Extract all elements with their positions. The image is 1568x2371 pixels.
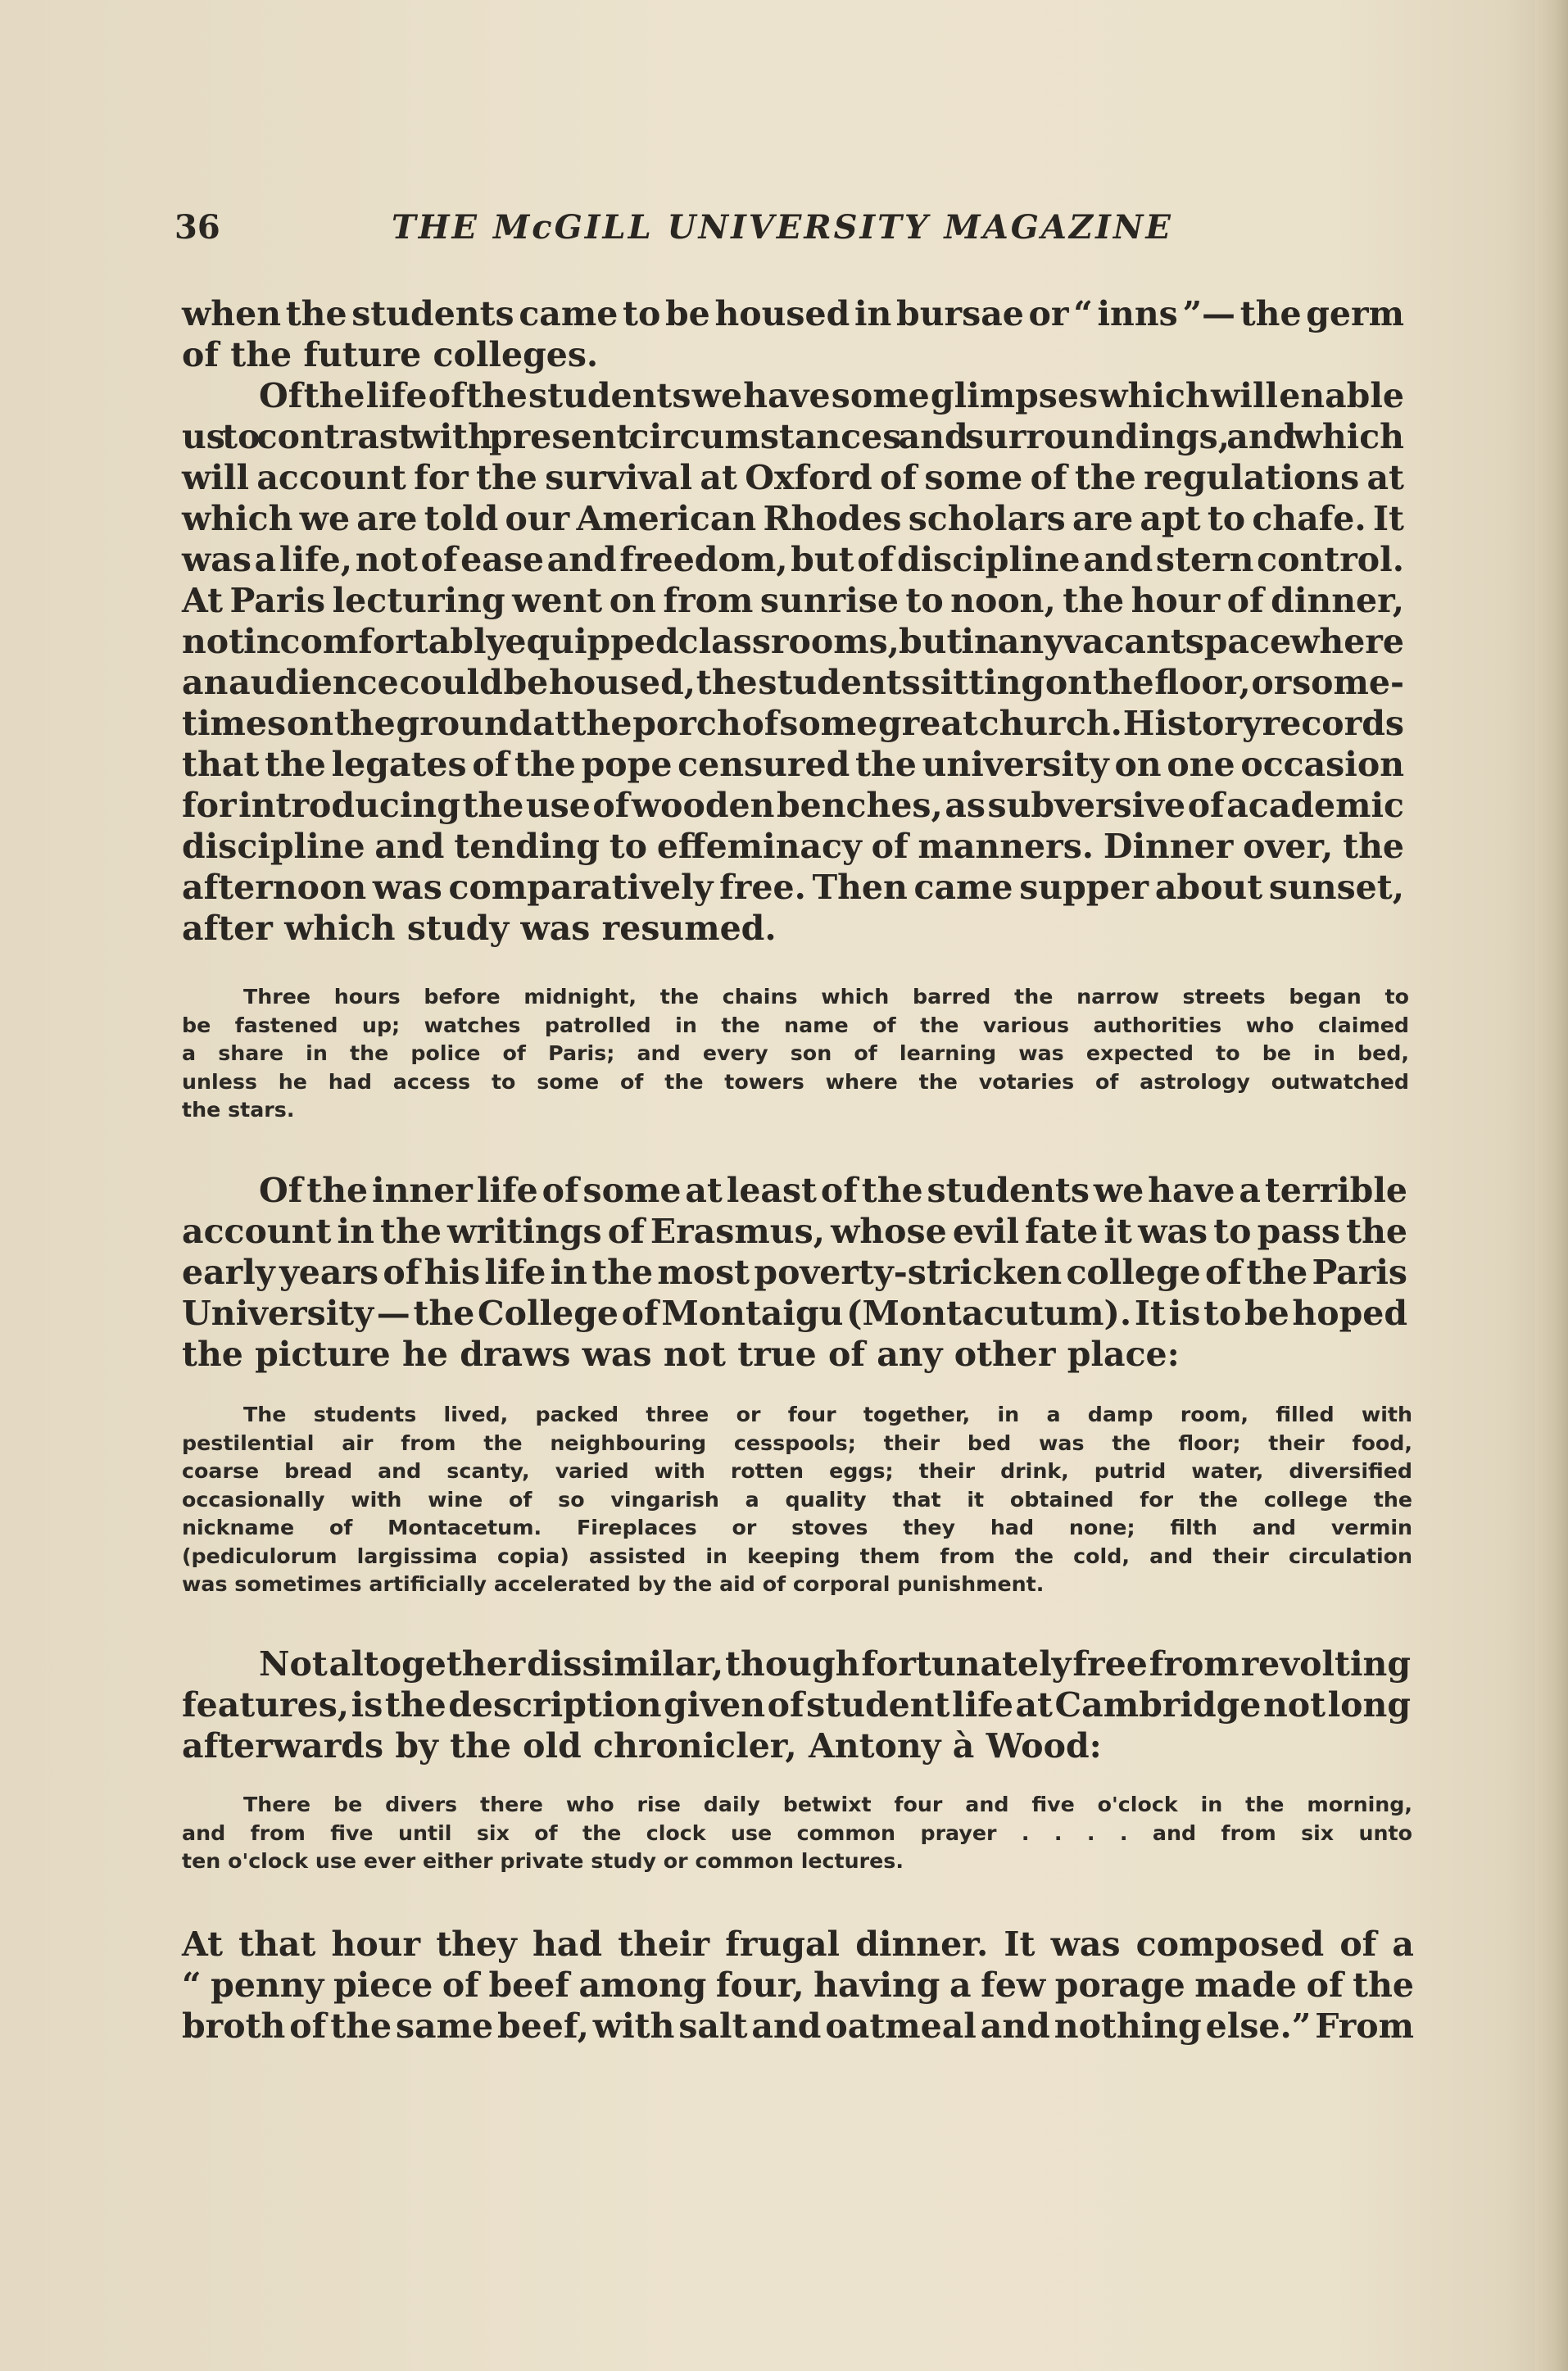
text-line: Not altogether dissimilar, though fortunately free from revolting	[259, 1644, 1411, 1684]
text-line: of the future colleges.	[182, 335, 599, 374]
text-line: after which study was resumed.	[182, 909, 777, 948]
quote-line: nickname of Montacetum. Fireplaces or stoves they had none; filth and vermin	[182, 1516, 1412, 1539]
quote-line: occasionally with wine of so vingarish a quality that it obtained for the college the	[182, 1487, 1412, 1512]
paragraph-3	[182, 1170, 1407, 1375]
text-line: early years of his life in the most poverty-stricken college of the Paris	[182, 1253, 1407, 1292]
quote-line: (pediculorum largissima copia) assisted in keeping them from the cold, and their circulation	[182, 1544, 1412, 1568]
quote-line: pestilential air from the neighbouring cesspools; their bed was the floor; their food,	[182, 1430, 1412, 1455]
text-line: afterwards by the old chronicler, Antony à Wood:	[182, 1726, 1102, 1766]
text-line: times on the ground at the porch of some great church. History records	[182, 704, 1404, 743]
text-line: discipline and tending to effeminacy of manners. Dinner over, the	[182, 827, 1404, 866]
quote-line: The students lived, packed three or four together, in a damp room, filled with	[243, 1403, 1412, 1426]
page-binding-shadow	[1535, 0, 1568, 2371]
quote-line: Three hours before midnight, the chains which barred the narrow streets began to	[243, 985, 1409, 1009]
running-head: THE McGILL UNIVERSITY MAGAZINE	[392, 208, 1173, 247]
paragraph-2	[182, 375, 1404, 949]
text-line: features, is the description given of student life at Cambridge not long	[182, 1685, 1411, 1725]
text-line: will account for the survival at Oxford of some of the regulations at	[182, 458, 1404, 497]
text-line: that the legates of the pope censured the university on one occasion	[182, 745, 1404, 784]
block-quote-1	[182, 983, 1409, 1125]
text-line: Of the inner life of some at least of the students we have a terrible	[259, 1171, 1407, 1210]
text-line: which we are told our American Rhodes scholars are apt to chafe. It	[182, 499, 1404, 538]
quote-line: coarse bread and scanty, varied with rotten eggs; their drink, putrid water, diversified	[182, 1459, 1412, 1483]
block-quote-3	[182, 1791, 1412, 1876]
quote-line: be fastened up; watches patrolled in the name of the various authorities who claimed	[182, 1013, 1409, 1037]
text-line: University — the College of Montaigu (Montacutum). It is to be hoped	[182, 1294, 1407, 1333]
text-line: account in the writings of Erasmus, whose evil fate it was to pass the	[182, 1212, 1407, 1251]
text-line: when the students came to be housed in bursae or “ inns ”— the germ	[182, 294, 1404, 333]
text-line: was a life, not of ease and freedom, but of discipline and stern control.	[182, 540, 1404, 579]
text-line: “ penny piece of beef among four, having a few porage made of the	[182, 1965, 1414, 2005]
text-line: for introducing the use of wooden benches, as subversive of academic	[182, 786, 1405, 825]
text-line: At Paris lecturing went on from sunrise to noon, the hour of dinner,	[182, 581, 1404, 620]
quote-line: and from five until six of the clock use common prayer . . . . and from six unto	[182, 1820, 1412, 1845]
text-line: afternoon was comparatively free. Then came supper about sunset,	[182, 868, 1404, 907]
paragraph-1	[182, 293, 1404, 375]
text-line: Of the life of the students we have some glimpses which will enable	[259, 376, 1404, 415]
text-line: At that hour they had their frugal dinner. It was composed of a	[182, 1924, 1414, 1964]
page-number: 36	[174, 208, 220, 247]
paragraph-5	[182, 1924, 1414, 2047]
quote-line: was sometimes artificially accelerated by the aid of corporal punishment.	[182, 1572, 1045, 1596]
text-line: an audience could be housed, the students sitting on the floor, or some-	[182, 663, 1404, 702]
text-line: broth of the same beef, with salt and oatmeal and nothing else.” From	[182, 2006, 1414, 2046]
quote-line: a share in the police of Paris; and every son of learning was expected to be in bed,	[182, 1041, 1409, 1065]
quote-line: unless he had access to some of the towers where the votaries of astrology outwatched	[182, 1069, 1409, 1094]
page-header	[174, 208, 1412, 257]
text-line: the picture he draws was not true of any other place:	[182, 1335, 1180, 1374]
text-line: not in comfortably equipped classrooms, but in any vacant space where	[182, 622, 1404, 661]
paragraph-4	[182, 1643, 1411, 1766]
text-line: us to contrast with present circumstances and surroundings, and which	[182, 417, 1404, 456]
quote-line: ten o'clock use ever either private study or common lectures.	[182, 1849, 904, 1873]
quote-line: the stars.	[182, 1098, 295, 1122]
block-quote-2	[182, 1401, 1412, 1599]
quote-line: There be divers there who rise daily betwixt four and five o'clock in the morning,	[243, 1793, 1412, 1816]
